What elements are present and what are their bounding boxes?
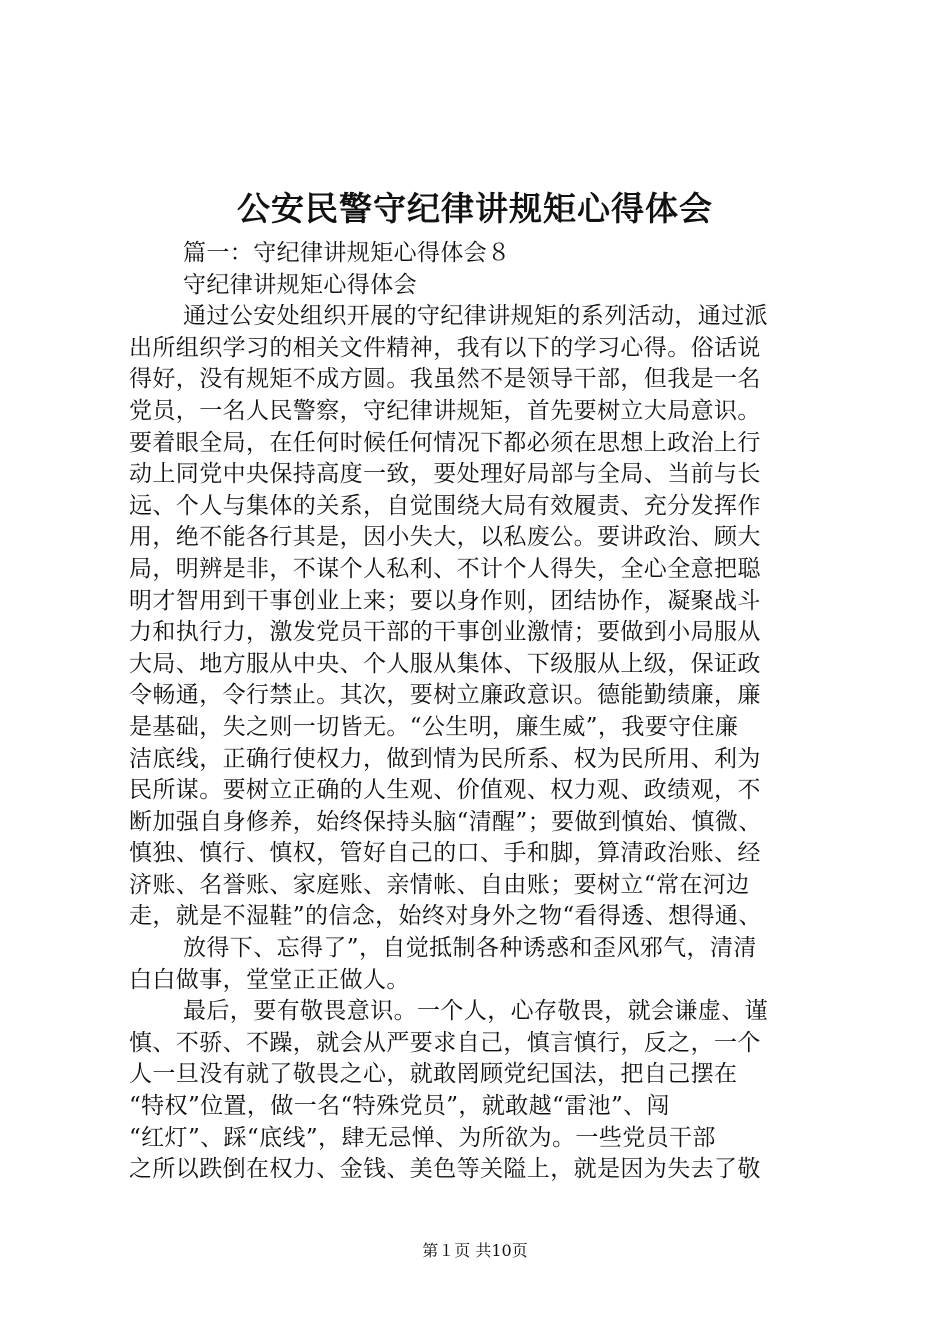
paragraph-line: 是基础，失之则一切皆无。“公生明，廉生威”，我要守住廉	[129, 713, 739, 740]
paragraph-line: 民所谋。要树立正确的人生观、价值观、权力观、政绩观，不	[129, 777, 761, 804]
paragraph-line: 洁底线，正确行使权力，做到情为民所系、权为民所用、利为	[129, 745, 761, 772]
paragraph-line: 之所以跌倒在权力、金钱、美色等关隘上，就是因为失去了敬	[129, 1156, 761, 1183]
paragraph-line: 大局、地方服从中央、个人服从集体、下级服从上级，保证政	[129, 650, 761, 677]
document-title: 公安民警守纪律讲规矩心得体会	[237, 189, 713, 228]
paragraph-line: 济账、名誉账、家庭账、亲情帐、自由账；要树立“常在河边	[129, 871, 750, 898]
paragraph-line: 用，绝不能各行其是，因小失大，以私废公。要讲政治、顾大	[129, 524, 761, 551]
paragraph-line: 最后，要有敬畏意识。一个人，心存敬畏，就会谦虚、谨	[183, 998, 768, 1025]
paragraph-line: 远、个人与集体的关系，自觉围绕大局有效履责、充分发挥作	[129, 492, 761, 519]
paragraph-line: “特权”位置，做一名“特殊党员”，就敢越“雷池”、闯	[129, 1092, 670, 1119]
section-one	[129, 238, 831, 933]
paragraph-line: “红灯”、踩“底线”，肆无忌惮、为所欲为。一些党员干部	[129, 1124, 716, 1151]
section-two	[129, 933, 831, 1186]
paragraph-line: 走，就是不湿鞋”的信念，始终对身外之物“看得透、想得通、	[129, 903, 762, 930]
paragraph-line: 通过公安处组织开展的守纪律讲规矩的系列活动，通过派	[183, 303, 768, 330]
section-heading: 篇一：守纪律讲规矩心得体会８	[183, 240, 511, 266]
paragraph-line: 白白做事，堂堂正正做人。	[129, 966, 410, 993]
page-number: 第１页 共10页	[422, 1241, 528, 1260]
paragraph-line: 得好，没有规矩不成方圆。我虽然不是领导干部，但我是一名	[129, 366, 761, 393]
paragraph-line: 出所组织学习的相关文件精神，我有以下的学习心得。俗话说	[129, 334, 761, 361]
paragraph-line: 党员，一名人民警察，守纪律讲规矩，首先要树立大局意识。	[129, 397, 761, 424]
paragraph-line: 令畅通，令行禁止。其次，要树立廉政意识。德能勤绩廉，廉	[129, 682, 761, 709]
paragraph-line: 力和执行力，激发党员干部的干事创业激情；要做到小局服从	[129, 619, 761, 646]
paragraph-line: 放得下、忘得了”，自觉抵制各种诱惑和歪风邪气，清清	[183, 935, 757, 961]
paragraph-line: 动上同党中央保持高度一致，要处理好局部与全局、当前与长	[129, 461, 761, 488]
paragraph-line: 局，明辨是非，不谋个人私利、不计个人得失，全心全意把聪	[129, 555, 761, 582]
paragraph-line: 慎、不骄、不躁，就会从严要求自己，慎言慎行，反之，一个	[129, 1029, 761, 1056]
paragraph-line: 明才智用到干事创业上来；要以身作则，团结协作，凝聚战斗	[129, 587, 761, 614]
paragraph-line: 断加强自身修养，始终保持头脑“清醒”；要做到慎始、慎微、	[129, 808, 762, 835]
paragraph-line: 要着眼全局，在任何时候任何情况下都必须在思想上政治上行	[129, 429, 761, 456]
paragraph-line: 慎独、慎行、慎权，管好自己的口、手和脚，算清政治账、经	[129, 840, 761, 867]
section-subheading: 守纪律讲规矩心得体会	[183, 271, 417, 298]
paragraph-line: 人一旦没有就了敬畏之心，就敢罔顾党纪国法，把自己摆在	[129, 1061, 738, 1088]
